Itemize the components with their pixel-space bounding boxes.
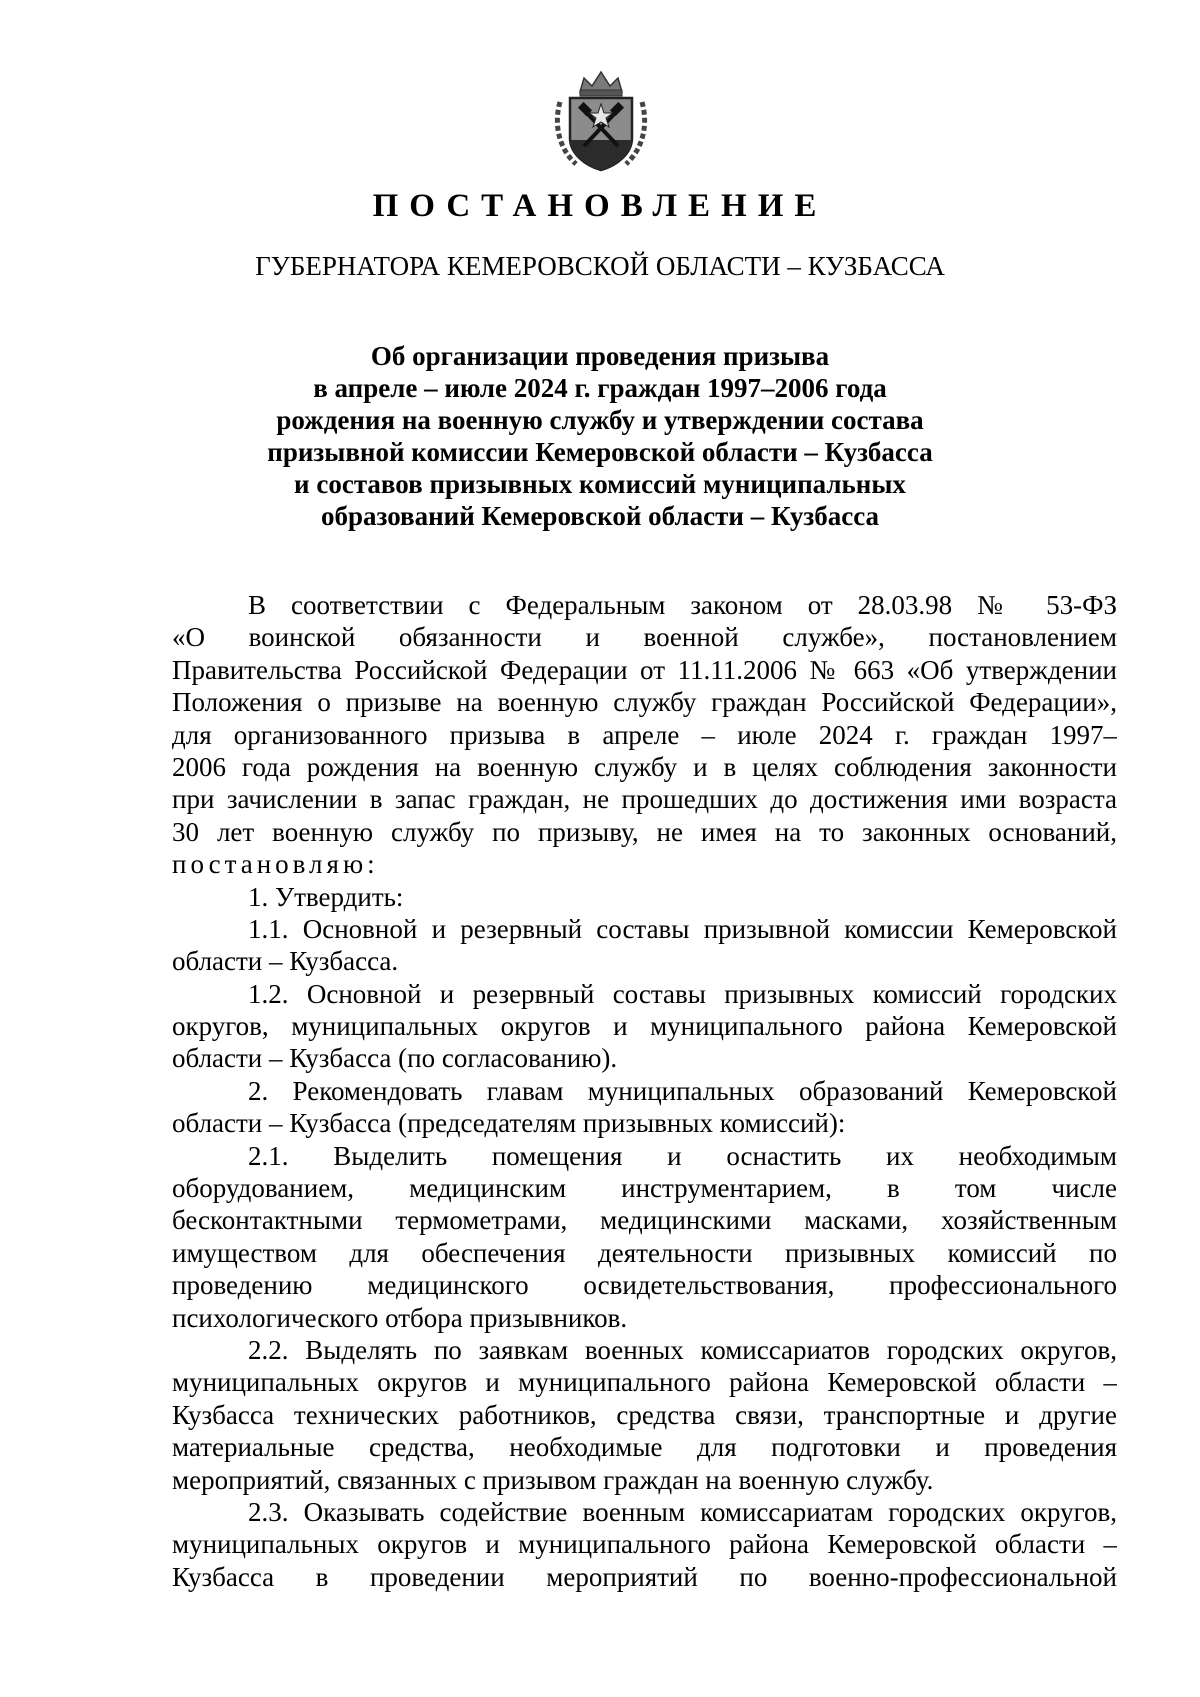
- body-line: 2. Рекомендовать главам муниципальных образований Кемеровской: [248, 1075, 1117, 1106]
- body-line: области – Кузбасса (по согласованию).: [172, 1043, 618, 1074]
- body-line: при зачислении в запас граждан, не прошедших до достижения ими возраста: [172, 784, 1117, 815]
- body-line: округов, муниципальных округов и муниципального района Кемеровской: [172, 1011, 1117, 1042]
- body-line: 1.2. Основной и резервный составы призывных комиссий городских: [248, 978, 1117, 1009]
- body-line: материальные средства, необходимые для подготовки и проведения: [172, 1432, 1117, 1463]
- body-line: Кузбасса технических работников, средства связи, транспортные и другие: [172, 1399, 1117, 1430]
- body-line: 1. Утвердить:: [248, 881, 404, 912]
- body-line: Кузбасса в проведении мероприятий по военно-профессиональной: [172, 1561, 1117, 1592]
- body-line: 2.1. Выделить помещения и оснастить их необходимым: [248, 1140, 1117, 1171]
- body-line: области – Кузбасса (председателям призывных комиссий):: [172, 1108, 846, 1139]
- body-line: 2006 года рождения на военную службу и в целях соблюдения законности: [172, 751, 1117, 782]
- body-line: оборудованием, медицинским инструментарием, в том числе: [172, 1173, 1117, 1204]
- body-line: для организованного призыва в апреле – июле 2024 г. граждан 1997–: [172, 719, 1117, 750]
- body-line: мероприятий, связанных с призывом граждан на военную службу.: [172, 1464, 934, 1495]
- body-line: проведению медицинского освидетельствования, профессионального: [172, 1270, 1117, 1301]
- body-line: 30 лет военную службу по призыву, не имея на то законных оснований,: [172, 816, 1117, 847]
- heading-line: образований Кемеровской области – Кузбасса: [320, 501, 880, 531]
- body-line: 2.2. Выделять по заявкам военных комиссариатов городских округов,: [248, 1334, 1117, 1365]
- document-heading: [230, 340, 970, 532]
- body-line: 1.1. Основной и резервный составы призывной комиссии Кемеровской: [248, 913, 1117, 944]
- coat-of-arms-icon: [550, 68, 652, 172]
- body-line: Положения о призыве на военную службу граждан Российской Федерации»,: [172, 687, 1117, 718]
- document-title: ПОСТАНОВЛЕНИЕ: [372, 188, 828, 224]
- heading-line: призывной комиссии Кемеровской области – Кузбасса: [267, 437, 933, 467]
- document-issuer: ГУБЕРНАТОРА КЕМЕРОВСКОЙ ОБЛАСТИ – КУЗБАССА: [255, 251, 945, 281]
- body-line: В соответствии с Федеральным законом от 28.03.98 № 53-ФЗ: [248, 590, 1117, 620]
- body-line: области – Кузбасса.: [172, 946, 399, 977]
- body-line: Правительства Российской Федерации от 11.11.2006 № 663 «Об утверждении: [172, 654, 1117, 685]
- document-body: [172, 589, 1117, 1593]
- body-line: имуществом для обеспечения деятельности призывных комиссий по: [172, 1237, 1117, 1268]
- body-line: психологического отбора призывников.: [172, 1302, 628, 1333]
- heading-line: Об организации проведения призыва: [370, 341, 830, 371]
- body-line-decree: постановляю:: [172, 849, 379, 880]
- body-line: бесконтактными термометрами, медицинскими масками, хозяйственным: [172, 1205, 1117, 1236]
- body-line: 2.3. Оказывать содействие военным комиссариатам городских округов,: [248, 1496, 1117, 1527]
- heading-line: и составов призывных комиссий муниципальных: [294, 469, 906, 499]
- heading-line: в апреле – июле 2024 г. граждан 1997–2006 года: [313, 373, 887, 403]
- heading-line: рождения на военную службу и утверждении состава: [276, 405, 924, 435]
- body-line: муниципальных округов и муниципального района Кемеровской области –: [172, 1367, 1117, 1398]
- body-line: «О воинской обязанности и военной службе», постановлением: [172, 622, 1117, 653]
- body-line: муниципальных округов и муниципального района Кемеровской области –: [172, 1529, 1117, 1560]
